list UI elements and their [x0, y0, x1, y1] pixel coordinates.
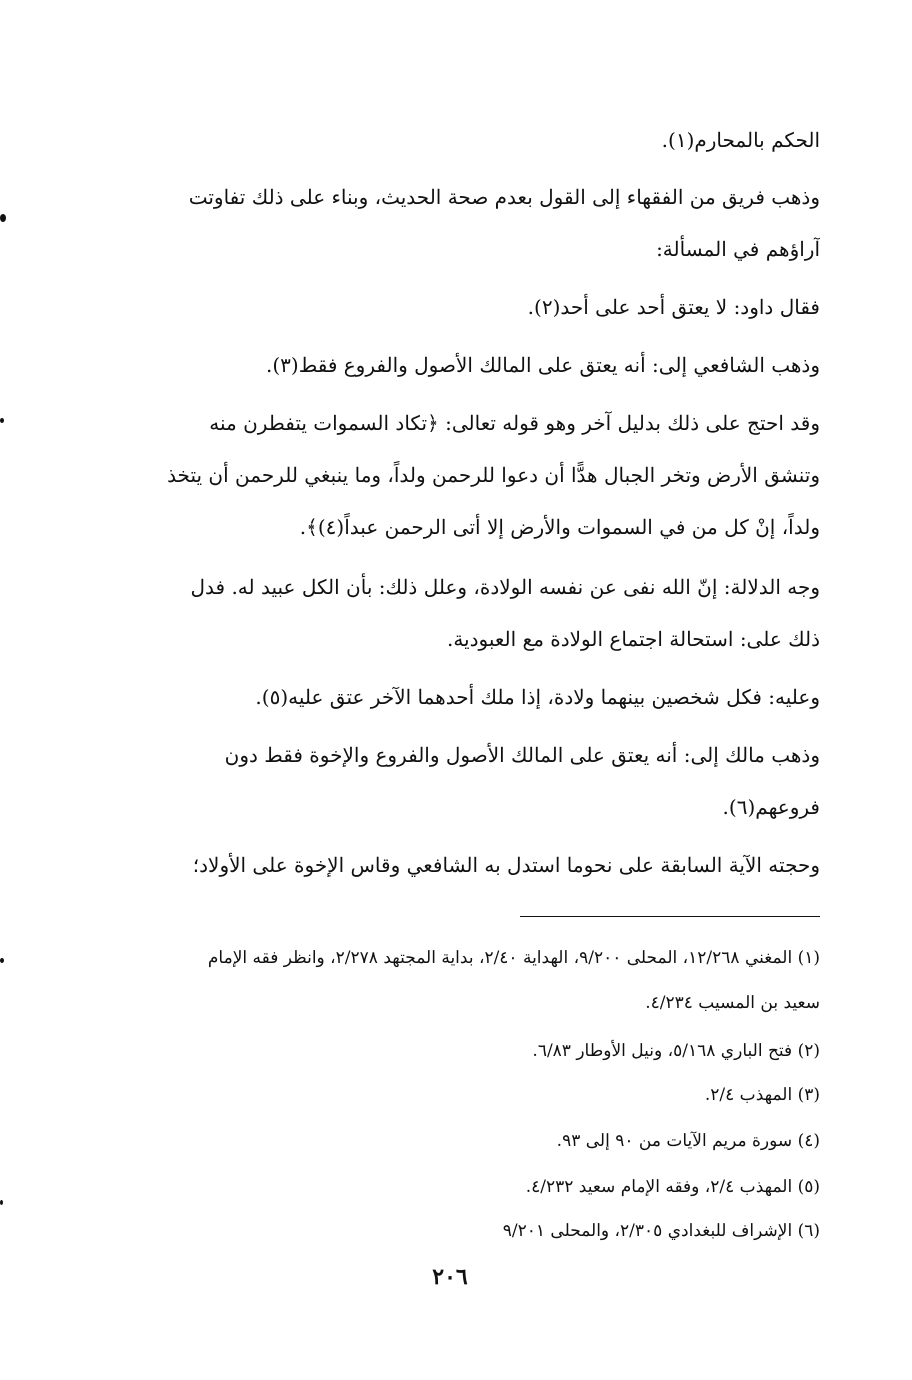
- scan-mark-4: [0, 1200, 3, 1205]
- scan-mark-1: [0, 214, 6, 222]
- body-line-11: وعليه: فكل شخصين بينهما ولادة، إذا ملك أحدهما الآخر عتق عليه(٥).: [255, 685, 820, 709]
- body-line-5: وذهب الشافعي إلى: أنه يعتق على المالك الأصول والفروع فقط(٣).: [266, 353, 820, 377]
- body-line-13: فروعهم(٦).: [722, 795, 820, 819]
- body-line-6: وقد احتج على ذلك بدليل آخر وهو قوله تعالى: ﴿تكاد السموات يتفطرن منه: [209, 411, 820, 435]
- body-line-9: وجه الدلالة: إنّ الله نفى عن نفسه الولادة، وعلل ذلك: بأن الكل عبيد له. فدل: [190, 575, 820, 599]
- body-line-3: آراؤهم في المسألة:: [656, 237, 820, 261]
- body-line-1: الحكم بالمحارم(١).: [661, 128, 820, 152]
- footnote-3: (٣) المهذب ٢/٤.: [704, 1085, 820, 1105]
- footnote-1-continued: سعيد بن المسيب ٤/٢٣٤.: [645, 993, 820, 1013]
- footnote-2: (٢) فتح الباري ٥/١٦٨، ونيل الأوطار ٦/٨٣.: [532, 1041, 820, 1061]
- footnote-1: (١) المغني ١٢/٢٦٨، المحلى ٩/٢٠٠، الهداية ٢/٤٠، بداية المجتهد ٢/٢٧٨، وانظر فقه الإمام: [207, 948, 820, 968]
- body-line-8: ولداً، إنْ كل من في السموات والأرض إلا أتى الرحمن عبداً(٤)﴾.: [299, 515, 820, 539]
- footnote-divider: [520, 916, 820, 917]
- body-line-14: وحجته الآية السابقة على نحوما استدل به الشافعي وقاس الإخوة على الأولاد؛: [192, 853, 820, 877]
- body-line-10: ذلك على: استحالة اجتماع الولادة مع العبودية.: [446, 627, 820, 651]
- footnote-5: (٥) المهذب ٢/٤، وفقه الإمام سعيد ٤/٢٣٢.: [525, 1177, 820, 1197]
- body-line-4: فقال داود: لا يعتق أحد على أحد(٢).: [527, 295, 820, 319]
- scan-mark-2: [0, 418, 4, 423]
- body-line-2: وذهب فريق من الفقهاء إلى القول بعدم صحة الحديث، وبناء على ذلك تفاوتت: [188, 185, 820, 209]
- footnote-4: (٤) سورة مريم الآيات من ٩٠ إلى ٩٣.: [556, 1131, 820, 1151]
- footnote-6: (٦) الإشراف للبغدادي ٢/٣٠٥، والمحلى ٩/٢٠١: [502, 1221, 820, 1241]
- body-line-12: وذهب مالك إلى: أنه يعتق على المالك الأصول والفروع والإخوة فقط دون: [224, 743, 820, 767]
- scan-mark-3: [0, 958, 4, 963]
- body-line-7: وتنشق الأرض وتخر الجبال هدًّا أن دعوا للرحمن ولداً، وما ينبغي للرحمن أن يتخذ: [167, 463, 820, 487]
- page-number: ٢٠٦: [432, 1264, 468, 1290]
